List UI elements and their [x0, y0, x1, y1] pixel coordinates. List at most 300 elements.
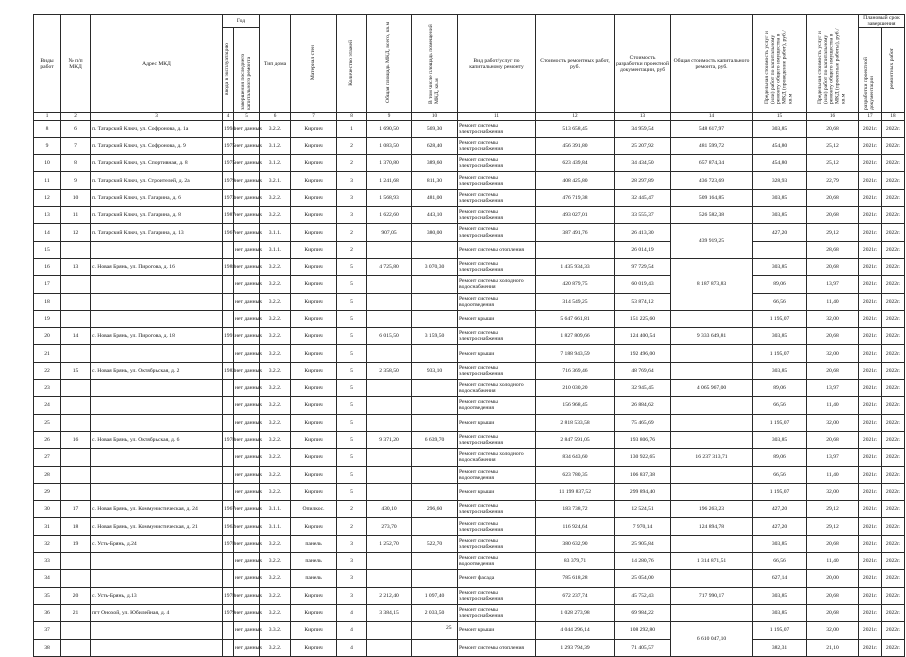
cell-commissioning-year: 1979 — [223, 172, 234, 189]
cell-planned-repair-year: 2022г. — [882, 449, 905, 466]
cell-address — [91, 483, 223, 500]
cell-mkd-number: 20 — [61, 587, 91, 604]
table-row — [34, 345, 905, 362]
cell-address — [91, 276, 223, 293]
cell-last-repair-year: нет данных — [234, 362, 260, 379]
cell-repair-cost: 513 658,45 — [536, 120, 615, 137]
cell-limit-cost-works: 66,56 — [753, 553, 807, 570]
cell-limit-cost-design: 20,68 — [807, 604, 859, 621]
cell-total-area — [367, 293, 412, 310]
cell-design-cost: 192 496,00 — [615, 345, 671, 362]
cell-limit-cost-design: 32,00 — [807, 310, 859, 327]
cell-total-area — [367, 380, 412, 397]
cell-work-type: 36 — [34, 604, 61, 621]
cell-total-cost: 9 333 649,81 — [671, 328, 753, 345]
cell-mkd-number — [61, 466, 91, 483]
cell-floors: 3 — [337, 587, 367, 604]
cell-planned-design-year: 2021г. — [859, 380, 882, 397]
column-number: 1 — [34, 113, 61, 121]
cell-last-repair-year: нет данных — [234, 639, 260, 656]
cell-wall-material: Кирпич — [291, 639, 337, 656]
cell-last-repair-year: нет данных — [234, 328, 260, 345]
cell-limit-cost-works: 427,20 — [753, 501, 807, 518]
cell-limit-cost-design: 25,12 — [807, 155, 859, 172]
cell-commissioning-year: 1967 — [223, 501, 234, 518]
column-number: 2 — [61, 113, 91, 121]
cell-planned-design-year: 2021г. — [859, 224, 882, 241]
cell-design-cost: 26 413,30 — [615, 224, 671, 241]
cell-work-type: 22 — [34, 362, 61, 379]
cell-mkd-number — [61, 397, 91, 414]
cell-total-area: 2 212,40 — [367, 587, 412, 604]
cell-limit-cost-design: 13,97 — [807, 380, 859, 397]
cell-premises-area — [412, 449, 458, 466]
cell-total-area — [367, 414, 412, 431]
cell-total-cost: 481 599,72 — [671, 137, 753, 154]
table-row — [34, 362, 905, 379]
cell-work-kind: Ремонт системы электроснабжения — [458, 587, 536, 604]
cell-limit-cost-design: 20,68 — [807, 207, 859, 224]
cell-work-kind: Ремонт фасада — [458, 570, 536, 587]
cell-last-repair-year: нет данных — [234, 431, 260, 448]
cell-commissioning-year — [223, 241, 234, 258]
cell-design-cost: 108 292,80 — [615, 622, 671, 639]
cell-floors: 2 — [337, 137, 367, 154]
cell-planned-design-year: 2021г. — [859, 172, 882, 189]
cell-house-type: 3.2.2. — [260, 207, 291, 224]
cell-limit-cost-works: 303,85 — [753, 207, 807, 224]
cell-wall-material: Кирпич — [291, 137, 337, 154]
cell-total-area — [367, 570, 412, 587]
cell-limit-cost-works: 303,85 — [753, 189, 807, 206]
cell-limit-cost-works: 1 195,07 — [753, 310, 807, 327]
cell-address: п. Татарский Ключ, ул. Гагарина, д. 8 — [91, 207, 223, 224]
cell-limit-cost-works: 89,06 — [753, 380, 807, 397]
cell-premises-area — [412, 639, 458, 656]
cell-mkd-number: 17 — [61, 501, 91, 518]
table-row — [34, 328, 905, 345]
cell-mkd-number: 13 — [61, 258, 91, 275]
cell-planned-repair-year: 2022г. — [882, 518, 905, 535]
cell-limit-cost-design: 20,68 — [807, 362, 859, 379]
cell-floors: 3 — [337, 570, 367, 587]
cell-planned-design-year: 2021г. — [859, 241, 882, 258]
cell-wall-material: Кирпич — [291, 293, 337, 310]
table-row — [34, 639, 905, 656]
table-row — [34, 310, 905, 327]
cell-wall-material: Кирпич — [291, 380, 337, 397]
cell-design-cost: 34 434,50 — [615, 155, 671, 172]
cell-last-repair-year: нет данных — [234, 276, 260, 293]
cell-total-area — [367, 397, 412, 414]
cell-total-cost — [671, 604, 753, 621]
cell-planned-repair-year: 2022г. — [882, 155, 905, 172]
cell-design-cost: 53 874,12 — [615, 293, 671, 310]
cell-work-kind: Ремонт системы водоотведения — [458, 466, 536, 483]
cell-house-type: 3.1.2. — [260, 155, 291, 172]
cell-repair-cost — [536, 241, 615, 258]
cell-commissioning-year: 1973 — [223, 189, 234, 206]
cell-planned-repair-year: 2022г. — [882, 241, 905, 258]
cell-design-cost: 32 445,47 — [615, 189, 671, 206]
cell-premises-area: 481,00 — [412, 189, 458, 206]
cell-mkd-number: 15 — [61, 362, 91, 379]
cell-design-cost: 33 555,37 — [615, 207, 671, 224]
cell-mkd-number: 9 — [61, 172, 91, 189]
cell-limit-cost-design: 32,00 — [807, 345, 859, 362]
cell-planned-design-year: 2021г. — [859, 518, 882, 535]
cell-limit-cost-works: 303,85 — [753, 604, 807, 621]
cell-premises-area: 628,40 — [412, 137, 458, 154]
cell-limit-cost-design: 11,40 — [807, 466, 859, 483]
cell-limit-cost-works: 303,85 — [753, 258, 807, 275]
cell-total-cost: 8 187 873,83 — [671, 258, 753, 310]
cell-repair-cost: 476 719,38 — [536, 189, 615, 206]
cell-work-kind: Ремонт системы электроснабжения — [458, 431, 536, 448]
cell-work-type: 31 — [34, 518, 61, 535]
cell-planned-design-year: 2021г. — [859, 431, 882, 448]
cell-total-area: 1 083,50 — [367, 137, 412, 154]
cell-commissioning-year: 1962 — [223, 518, 234, 535]
cell-work-kind: Ремонт системы холодного водоснабжения — [458, 276, 536, 293]
table-row — [34, 553, 905, 570]
cell-address: с. Новая Брянь, ул. Октябрьская, д. 2 — [91, 362, 223, 379]
table-row — [34, 120, 905, 137]
cell-total-area — [367, 466, 412, 483]
cell-address — [91, 622, 223, 639]
cell-repair-cost: 420 879,75 — [536, 276, 615, 293]
cell-house-type: 3.1.1. — [260, 518, 291, 535]
table-row — [34, 570, 905, 587]
cell-repair-cost: 408 425,80 — [536, 172, 615, 189]
cell-commissioning-year — [223, 449, 234, 466]
cell-premises-area — [412, 293, 458, 310]
cell-planned-repair-year: 2022г. — [882, 431, 905, 448]
cell-total-cost: 4 065 967,00 — [671, 380, 753, 397]
table-row — [34, 137, 905, 154]
cell-commissioning-year — [223, 414, 234, 431]
header-limit-cost-works: Предельная стоимость услуг и (или) работ по капитальному ремонту общего имущества в МКД (проведение работ), руб./кв.м — [753, 15, 807, 113]
cell-planned-design-year: 2021г. — [859, 587, 882, 604]
cell-planned-repair-year: 2022г. — [882, 604, 905, 621]
cell-last-repair-year: нет данных — [234, 414, 260, 431]
cell-wall-material: Кирпич — [291, 189, 337, 206]
cell-mkd-number — [61, 241, 91, 258]
cell-work-type: 34 — [34, 570, 61, 587]
table-row — [34, 587, 905, 604]
column-number: 3 — [91, 113, 223, 121]
cell-floors: 5 — [337, 397, 367, 414]
cell-limit-cost-design: 13,97 — [807, 276, 859, 293]
column-number: 17 — [859, 113, 882, 121]
cell-design-cost: 48 769,64 — [615, 362, 671, 379]
cell-total-area: 9 371,20 — [367, 431, 412, 448]
cell-total-cost: 657 874,34 — [671, 155, 753, 172]
cell-house-type: 3.2.2. — [260, 328, 291, 345]
table-row — [34, 172, 905, 189]
cell-work-type: 9 — [34, 137, 61, 154]
cell-commissioning-year — [223, 466, 234, 483]
header-year-group: Год — [223, 15, 260, 28]
cell-wall-material: Кирпич — [291, 155, 337, 172]
cell-floors: 3 — [337, 207, 367, 224]
cell-work-kind: Ремонт системы электроснабжения — [458, 172, 536, 189]
cell-wall-material: Кирпич — [291, 172, 337, 189]
cell-mkd-number: 18 — [61, 518, 91, 535]
cell-repair-cost: 387 491,76 — [536, 224, 615, 241]
cell-address: с. Новая Брянь, ул. Пирогова, д. 18 — [91, 328, 223, 345]
cell-repair-cost: 83 379,71 — [536, 553, 615, 570]
cell-commissioning-year — [223, 380, 234, 397]
cell-limit-cost-design: 29,12 — [807, 501, 859, 518]
cell-work-kind: Ремонт крыши — [458, 483, 536, 500]
cell-total-cost: 6 610 047,10 — [671, 622, 753, 657]
cell-limit-cost-works: 427,20 — [753, 518, 807, 535]
cell-commissioning-year — [223, 293, 234, 310]
cell-floors: 5 — [337, 449, 367, 466]
cell-house-type: 3.2.2. — [260, 414, 291, 431]
cell-design-cost: 97 729,54 — [615, 258, 671, 275]
cell-mkd-number: 7 — [61, 137, 91, 154]
cell-last-repair-year: нет данных — [234, 604, 260, 621]
table-row — [34, 293, 905, 310]
cell-limit-cost-works: 66,56 — [753, 466, 807, 483]
table-body — [34, 113, 905, 657]
cell-work-kind: Ремонт системы отопления — [458, 639, 536, 656]
cell-floors: 5 — [337, 310, 367, 327]
cell-work-kind: Ремонт системы электроснабжения — [458, 224, 536, 241]
cell-planned-repair-year: 2022г. — [882, 276, 905, 293]
cell-last-repair-year: нет данных — [234, 120, 260, 137]
table-row — [34, 466, 905, 483]
cell-premises-area — [412, 414, 458, 431]
cell-last-repair-year: нет данных — [234, 189, 260, 206]
cell-work-kind: Ремонт системы электроснабжения — [458, 258, 536, 275]
cell-limit-cost-works: 303,85 — [753, 535, 807, 552]
cell-last-repair-year: нет данных — [234, 587, 260, 604]
cell-repair-cost: 623 780,35 — [536, 466, 615, 483]
cell-limit-cost-works: 1 195,07 — [753, 414, 807, 431]
cell-mkd-number — [61, 293, 91, 310]
header-premises-area: В том числе площадь помещений МКД, кв.м — [412, 15, 458, 113]
cell-floors: 4 — [337, 622, 367, 639]
cell-planned-repair-year: 2022г. — [882, 362, 905, 379]
cell-design-cost: 25 054,00 — [615, 570, 671, 587]
cell-limit-cost-works: 303,85 — [753, 328, 807, 345]
cell-commissioning-year: 1987 — [223, 207, 234, 224]
cell-total-area: 3 384,15 — [367, 604, 412, 621]
cell-total-area: 1 690,50 — [367, 120, 412, 137]
cell-floors: 3 — [337, 189, 367, 206]
header-wall-material: Материал стен — [291, 15, 337, 113]
cell-limit-cost-works: 303,85 — [753, 587, 807, 604]
cell-planned-repair-year: 2022г. — [882, 137, 905, 154]
cell-work-type: 23 — [34, 380, 61, 397]
column-number: 7 — [291, 113, 337, 121]
table-row — [34, 501, 905, 518]
cell-planned-design-year: 2021г. — [859, 137, 882, 154]
cell-work-type: 25 — [34, 414, 61, 431]
cell-work-kind: Ремонт системы водоотведения — [458, 397, 536, 414]
cell-total-cost: 548 617,97 — [671, 120, 753, 137]
cell-total-area: 1 370,80 — [367, 155, 412, 172]
cell-mkd-number: 11 — [61, 207, 91, 224]
cell-last-repair-year: нет данных — [234, 501, 260, 518]
cell-work-type: 28 — [34, 466, 61, 483]
cell-mkd-number — [61, 380, 91, 397]
cell-total-area: 6 015,50 — [367, 328, 412, 345]
cell-total-area — [367, 276, 412, 293]
cell-repair-cost: 5 647 661,81 — [536, 310, 615, 327]
cell-total-area: 1 568,93 — [367, 189, 412, 206]
cell-house-type: 3.2.2. — [260, 380, 291, 397]
cell-limit-cost-works: 66,56 — [753, 293, 807, 310]
cell-repair-cost: 716 369,46 — [536, 362, 615, 379]
cell-limit-cost-design: 22,79 — [807, 172, 859, 189]
cell-commissioning-year: 1978 — [223, 535, 234, 552]
cell-planned-design-year: 2021г. — [859, 414, 882, 431]
table-row — [34, 380, 905, 397]
cell-commissioning-year — [223, 345, 234, 362]
header-work-kind: Вид работ/услуг по капитальному ремонту — [458, 15, 536, 113]
cell-limit-cost-works: 427,20 — [753, 224, 807, 241]
cell-planned-repair-year: 2022г. — [882, 207, 905, 224]
cell-work-kind: Ремонт системы электроснабжения — [458, 328, 536, 345]
cell-house-type: 3.2.2. — [260, 587, 291, 604]
cell-mkd-number — [61, 553, 91, 570]
cell-premises-area: 569,30 — [412, 120, 458, 137]
cell-commissioning-year: 1991 — [223, 328, 234, 345]
cell-house-type: 3.2.2. — [260, 466, 291, 483]
cell-planned-repair-year: 2022г. — [882, 345, 905, 362]
table-row — [34, 397, 905, 414]
cell-planned-design-year: 2021г. — [859, 328, 882, 345]
cell-total-area: 2 358,50 — [367, 362, 412, 379]
column-number: 10 — [412, 113, 458, 121]
cell-address: п. Татарский Ключ, ул. Гагарина, д. 13 — [91, 224, 223, 241]
cell-floors: 4 — [337, 639, 367, 656]
cell-address: с. Новая Брянь, ул. Коммунистическая, д. 21 — [91, 518, 223, 535]
cell-wall-material: Кирпич — [291, 431, 337, 448]
cell-total-area — [367, 639, 412, 656]
cell-total-area — [367, 622, 412, 639]
cell-design-cost: 69 984,22 — [615, 604, 671, 621]
cell-design-cost: 34 959,54 — [615, 120, 671, 137]
cell-total-cost — [671, 414, 753, 431]
cell-mkd-number — [61, 310, 91, 327]
cell-last-repair-year: нет данных — [234, 570, 260, 587]
cell-total-cost: 439 919,25 — [671, 224, 753, 259]
cell-repair-cost: 672 237,74 — [536, 587, 615, 604]
table-row — [34, 189, 905, 206]
column-number: 9 — [367, 113, 412, 121]
cell-address — [91, 345, 223, 362]
cell-last-repair-year: нет данных — [234, 622, 260, 639]
table-row — [34, 431, 905, 448]
cell-mkd-number: 10 — [61, 189, 91, 206]
cell-work-kind: Ремонт системы водоотведения — [458, 553, 536, 570]
cell-design-cost: 26 014,19 — [615, 241, 671, 258]
cell-total-cost — [671, 397, 753, 414]
table-row — [34, 483, 905, 500]
cell-address: с. Новая Брянь, ул. Коммунистическая, д. 24 — [91, 501, 223, 518]
cell-total-cost: 526 582,38 — [671, 207, 753, 224]
cell-planned-design-year: 2021г. — [859, 449, 882, 466]
cell-address — [91, 449, 223, 466]
cell-house-type: 3.1.1. — [260, 501, 291, 518]
cell-total-cost: 509 164,85 — [671, 189, 753, 206]
cell-design-cost: 25 905,84 — [615, 535, 671, 552]
cell-work-type: 12 — [34, 189, 61, 206]
cell-last-repair-year: нет данных — [234, 155, 260, 172]
cell-wall-material: Кирпич — [291, 518, 337, 535]
cell-house-type: 3.2.2. — [260, 276, 291, 293]
cell-commissioning-year — [223, 639, 234, 656]
cell-work-kind: Ремонт системы электроснабжения — [458, 501, 536, 518]
cell-planned-design-year: 2021г. — [859, 345, 882, 362]
cell-floors: 5 — [337, 345, 367, 362]
cell-house-type: 3.2.2. — [260, 310, 291, 327]
cell-premises-area — [412, 276, 458, 293]
cell-total-area — [367, 310, 412, 327]
cell-limit-cost-design: 11,40 — [807, 397, 859, 414]
cell-work-kind: Ремонт системы электроснабжения — [458, 189, 536, 206]
cell-repair-cost: 1 435 934,33 — [536, 258, 615, 275]
cell-address — [91, 397, 223, 414]
cell-limit-cost-design: 13,97 — [807, 449, 859, 466]
header-mkd-number: № п/п МКД — [61, 15, 91, 113]
cell-wall-material: панель — [291, 535, 337, 552]
cell-work-type: 18 — [34, 293, 61, 310]
cell-address — [91, 570, 223, 587]
cell-premises-area: 296,60 — [412, 501, 458, 518]
cell-work-type: 13 — [34, 207, 61, 224]
column-number: 11 — [458, 113, 536, 121]
cell-planned-repair-year: 2022г. — [882, 501, 905, 518]
cell-last-repair-year: нет данных — [234, 224, 260, 241]
cell-wall-material: Кирпич — [291, 345, 337, 362]
cell-repair-cost: 623 439,84 — [536, 155, 615, 172]
cell-commissioning-year: 1978 — [223, 431, 234, 448]
cell-limit-cost-design: 20,00 — [807, 570, 859, 587]
cell-planned-design-year: 2021г. — [859, 501, 882, 518]
cell-last-repair-year: нет данных — [234, 293, 260, 310]
cell-planned-repair-year: 2022г. — [882, 189, 905, 206]
cell-work-type: 10 — [34, 155, 61, 172]
cell-repair-cost: 314 549,25 — [536, 293, 615, 310]
header-house-type: Тип дома — [260, 15, 291, 113]
table-row — [34, 224, 905, 241]
cell-floors: 5 — [337, 328, 367, 345]
cell-limit-cost-design: 21,10 — [807, 639, 859, 656]
cell-design-cost: 130 922,65 — [615, 449, 671, 466]
cell-last-repair-year: нет данных — [234, 345, 260, 362]
cell-repair-cost: 116 924,64 — [536, 518, 615, 535]
cell-floors: 5 — [337, 431, 367, 448]
cell-house-type: 3.2.2. — [260, 258, 291, 275]
cell-address — [91, 310, 223, 327]
cell-repair-cost: 7 188 943,59 — [536, 345, 615, 362]
cell-limit-cost-design: 32,00 — [807, 622, 859, 639]
cell-limit-cost-design: 25,12 — [807, 137, 859, 154]
cell-repair-cost: 1 827 809,66 — [536, 328, 615, 345]
cell-limit-cost-design: 20,68 — [807, 189, 859, 206]
cell-repair-cost: 2 818 533,58 — [536, 414, 615, 431]
column-number: 8 — [337, 113, 367, 121]
cell-premises-area: 2 033,50 — [412, 604, 458, 621]
cell-work-type: 30 — [34, 501, 61, 518]
cell-commissioning-year: 1975 — [223, 137, 234, 154]
